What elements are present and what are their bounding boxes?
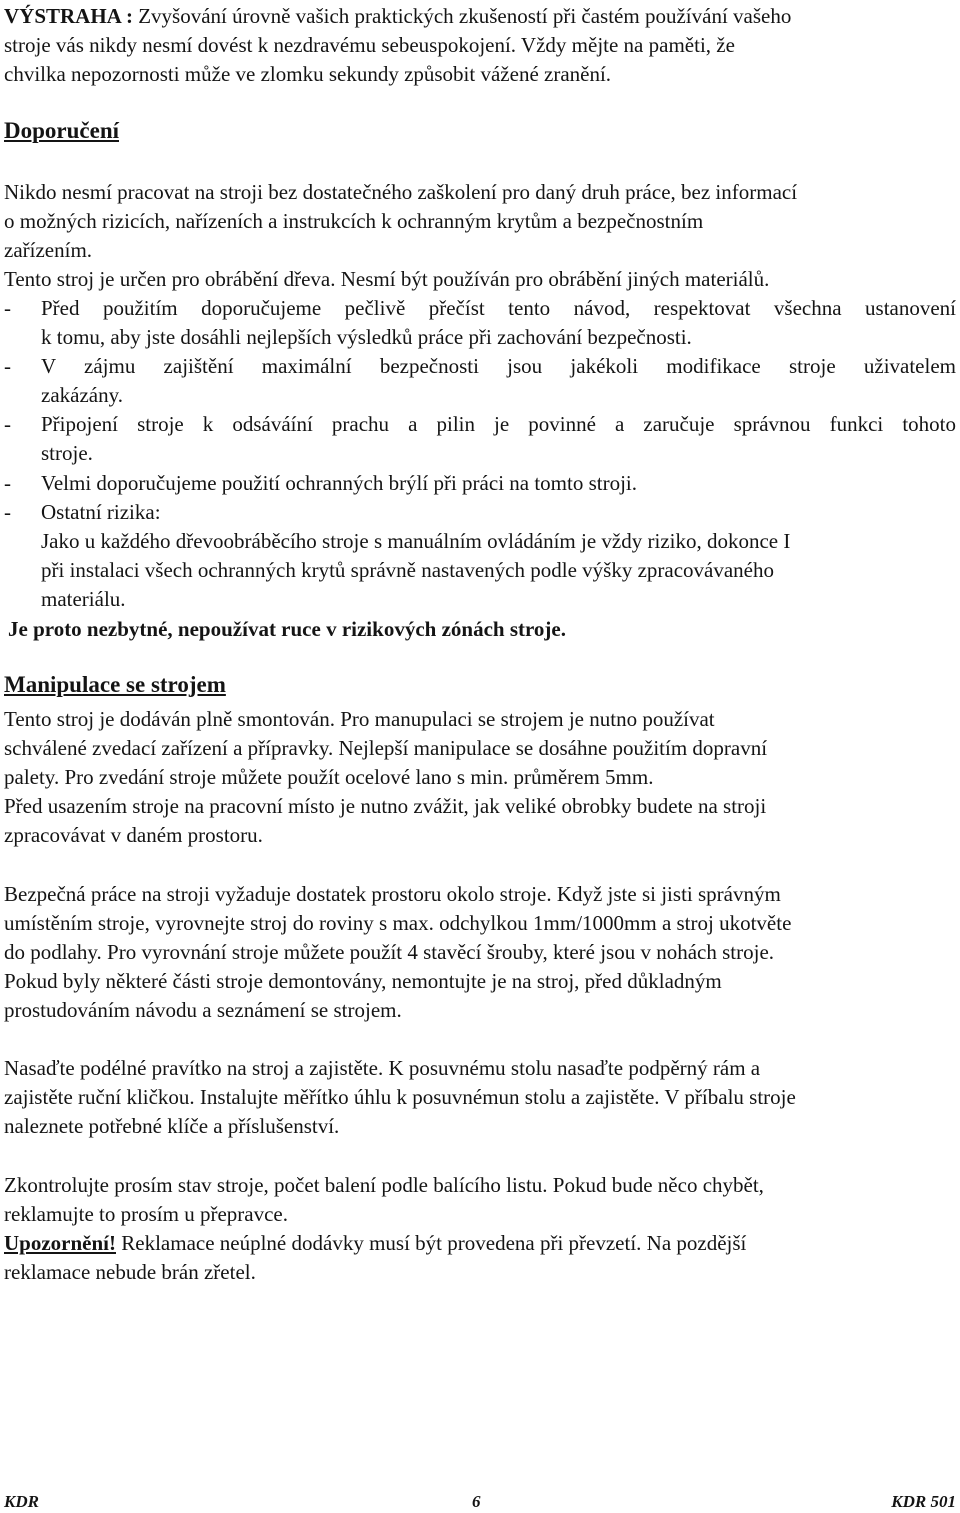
bullet-line: stroje. (41, 441, 93, 465)
bullet-line: Před použitím doporučujeme pečlivě přečíst tento návod, respektovat všechna ustanovení (41, 296, 956, 320)
bullet-line: Velmi doporučujeme použití ochranných brýlí při práci na tomto stroji. (41, 471, 638, 495)
warning-label: VÝSTRAHA : (4, 4, 133, 28)
handling-line: palety. Pro zvedání stroje můžete použít ocelové lano s min. průměrem 5mm. (4, 765, 654, 789)
handling-line: do podlahy. Pro vyrovnání stroje můžete použít 4 stavěcí šrouby, které jsou v nohách stroje. (4, 940, 775, 964)
bullet-dash: - (4, 500, 11, 524)
recommendation-intro-line: Tento stroj je určen pro obrábění dřeva. Nesmí být používán pro obrábění jiných materiálů. (4, 267, 770, 291)
warning-line-2: stroje vás nikdy nesmí dovést k nezdravému sebeuspokojení. Vždy mějte na paměti, že (4, 33, 735, 57)
bullet-dash: - (4, 354, 11, 378)
page-number: 6 (472, 1492, 481, 1511)
handling-line: Před usazením stroje na pracovní místo je nutno zvážit, jak veliké obrobky budete na stroji (4, 794, 767, 818)
handling-line: naleznete potřebné klíče a příslušenství. (4, 1114, 340, 1138)
handling-heading: Manipulace se strojem (4, 672, 226, 697)
warning-line-3: chvilka nepozornosti může ve zlomku sekundy způsobit vážené zranění. (4, 62, 612, 86)
emphasis-line: Je proto nezbytné, nepoužívat ruce v rizikových zónách stroje. (8, 617, 566, 641)
notice-label: Upozornění! (4, 1231, 116, 1255)
handling-line: schválené zvedací zařízení a přípravky. Nejlepší manipulace se dosáhne použitím dopravní (4, 736, 768, 760)
bullet-dash: - (4, 296, 11, 320)
bullet-line: při instalaci všech ochranných krytů správně nastavených podle výšky zpracovávaného (41, 558, 774, 582)
handling-line: Nasaďte podélné pravítko na stroj a zajistěte. K posuvnému stolu nasaďte podpěrný rám a (4, 1056, 761, 1080)
bullet-line: Připojení stroje k odsáváíní prachu a pilin je povinné a zaručuje správnou funkci tohoto (41, 412, 956, 436)
bullet-line: k tomu, aby jste dosáhli nejlepších výsledků práce při zachování bezpečnosti. (41, 325, 692, 349)
notice-line (4, 1229, 746, 1257)
handling-line: Tento stroj je dodáván plně smontován. Pro manupulaci se strojem je nutno používat (4, 707, 715, 731)
bullet-dash: - (4, 471, 11, 495)
handling-line: prostudováním návodu a seznámení se strojem. (4, 998, 402, 1022)
handling-line: umístěním stroje, vyrovnejte stroj do roviny s max. odchylkou 1mm/1000mm a stroj ukotvěte (4, 911, 792, 935)
bullet-line: Ostatní rizika: (41, 500, 161, 524)
bullet-dash: - (4, 412, 11, 436)
handling-line: Bezpečná práce na stroji vyžaduje dostatek prostoru okolo stroje. Když jste si jisti správným (4, 882, 781, 906)
recommendation-intro-line: Nikdo nesmí pracovat na stroji bez dostatečného zaškolení pro daný druh práce, bez informací (4, 180, 798, 204)
notice-line-2: reklamace nebude brán zřetel. (4, 1260, 256, 1284)
bullet-line: Jako u každého dřevoobráběcího stroje s manuálním ovládáním je vždy riziko, dokonce I (41, 529, 791, 553)
recommendation-heading: Doporučení (4, 118, 119, 143)
handling-line: zajistěte ruční kličkou. Instalujte měřítko úhlu k posuvnémun stolu a zajistěte. V příbalu stroje (4, 1085, 796, 1109)
bullet-line: materiálu. (41, 587, 126, 611)
footer-left: KDR (4, 1492, 39, 1511)
bullet-line: zakázány. (41, 383, 123, 407)
notice-text: Reklamace neúplné dodávky musí být provedena při převzetí. Na pozdější (116, 1231, 747, 1255)
footer-right: KDR 501 (891, 1492, 956, 1511)
handling-line: zpracovávat v daném prostoru. (4, 823, 263, 847)
warning-line-1: VÝSTRAHA : Zvyšování úrovně vašich praktických zkušeností při častém používání vašeho (4, 4, 792, 28)
recommendation-intro-line: zařízením. (4, 238, 93, 262)
handling-line: reklamujte to prosím u přepravce. (4, 1202, 288, 1226)
handling-line: Pokud byly některé části stroje demontovány, nemontujte je na stroj, před důkladným (4, 969, 722, 993)
recommendation-intro-line: o možných rizicích, nařízeních a instrukcích k ochranným krytům a bezpečnostním (4, 209, 704, 233)
bullet-line: V zájmu zajištění maximální bezpečnosti jsou jakékoli modifikace stroje uživatelem (41, 354, 956, 378)
handling-line: Zkontrolujte prosím stav stroje, počet balení podle balícího listu. Pokud bude něco chybět, (4, 1173, 764, 1197)
